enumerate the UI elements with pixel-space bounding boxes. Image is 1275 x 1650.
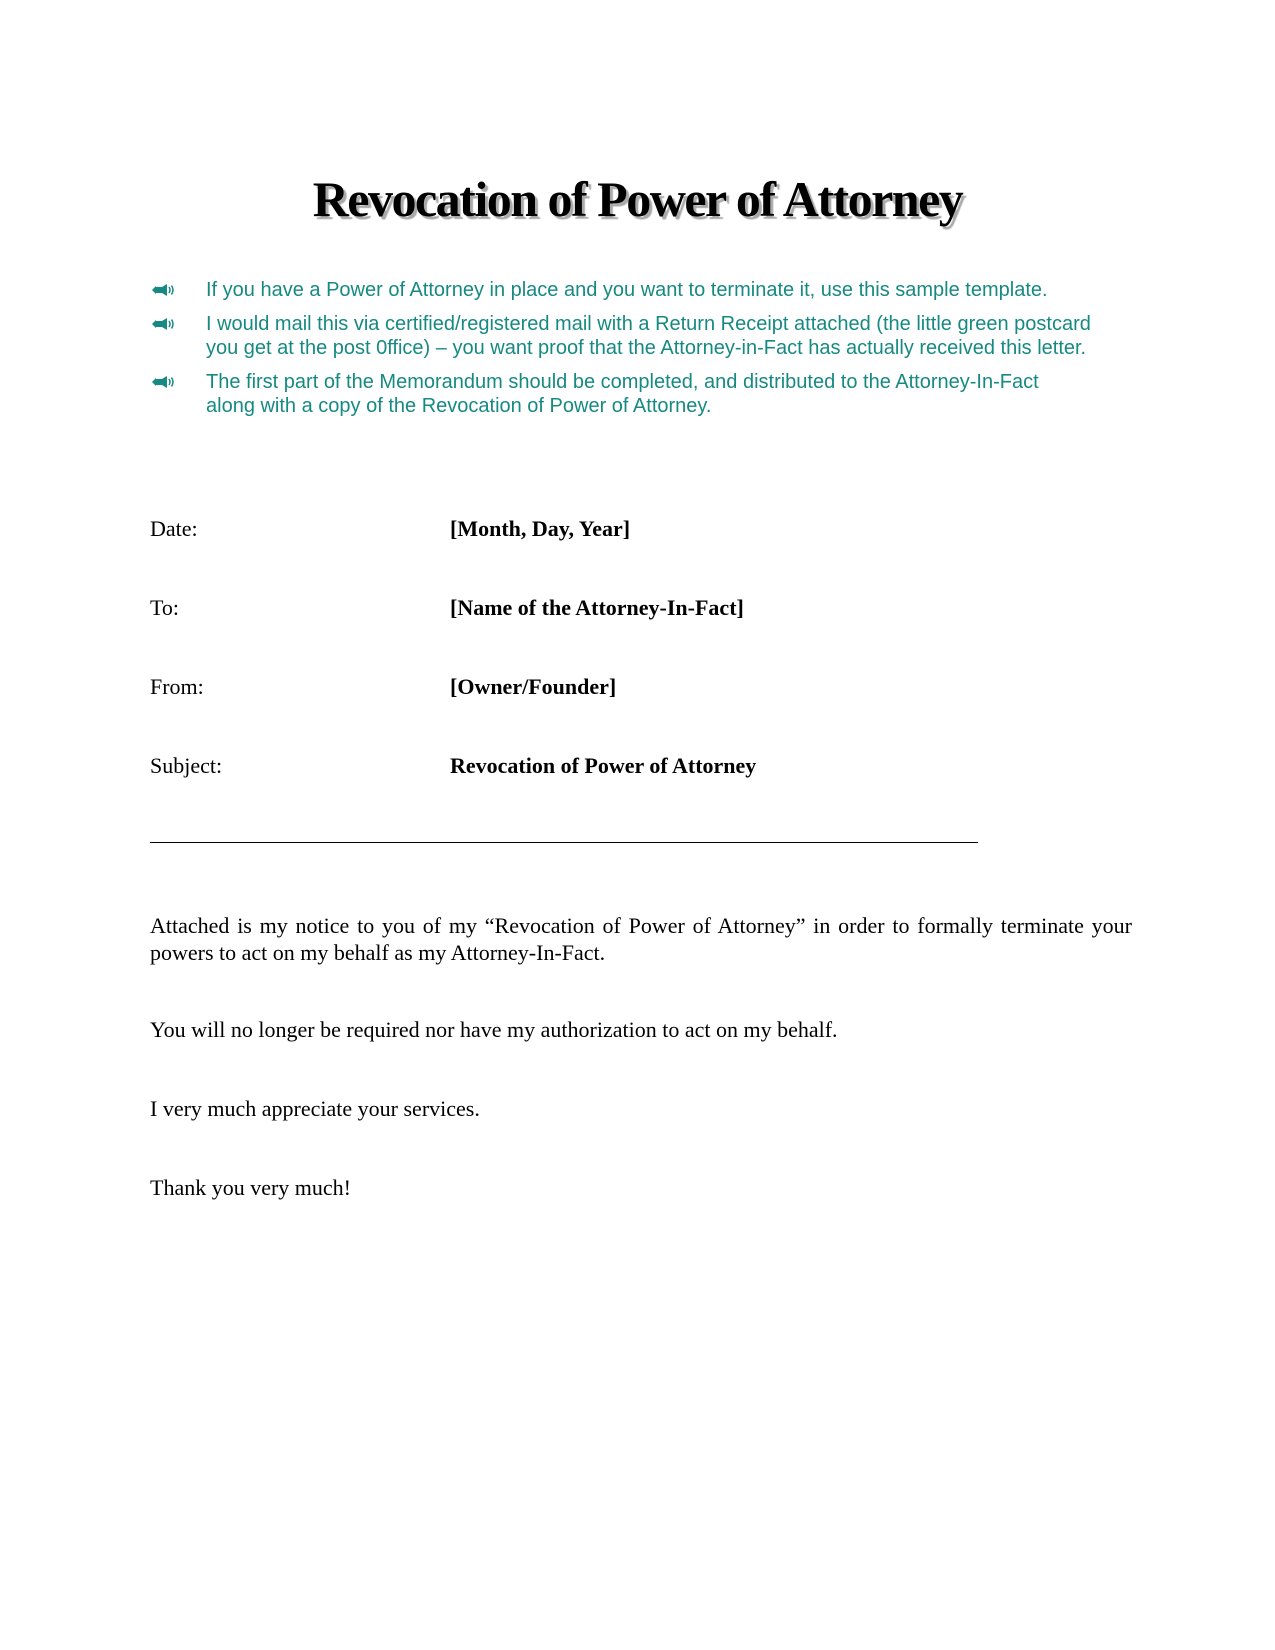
tips-list (150, 278, 1130, 428)
date-label: Date: (150, 516, 198, 541)
to-value: [Name of the Attorney-In-Fact] (450, 595, 744, 620)
memo-row-from (150, 674, 1130, 753)
memo-header (150, 516, 1130, 832)
tip-text: I would mail this via certified/registered mail with a Return Receipt attached (the little green postcard you get at the post 0ffice) – you want proof that the Attorney-in-Fact has actually received this letter. (206, 313, 1091, 359)
tip-text: The first part of the Memorandum should be completed, and distributed to the Attorney-In-Fact along with a copy of the Revocation of Power of Attorney. (206, 371, 1039, 417)
megaphone-icon (150, 370, 206, 394)
subject-value: Revocation of Power of Attorney (450, 753, 757, 778)
megaphone-icon (150, 278, 206, 302)
body-paragraph: Attached is my notice to you of my “Revocation of Power of Attorney” in order to formally terminate your powers to act on my behalf as my Attorney-In-Fact. (150, 913, 1132, 965)
memo-row-to (150, 595, 1130, 674)
divider-line (150, 842, 978, 843)
megaphone-icon (150, 312, 206, 336)
document-title: Revocation of Power of Attorney (312, 171, 963, 227)
body-paragraph: I very much appreciate your services. (150, 1096, 480, 1121)
tip-item (150, 370, 1130, 418)
date-value: [Month, Day, Year] (450, 516, 631, 541)
to-label: To: (150, 595, 180, 620)
from-value: [Owner/Founder] (450, 674, 617, 699)
letter-body (150, 912, 1132, 1253)
tip-item (150, 312, 1130, 360)
from-label: From: (150, 674, 204, 699)
tip-item (150, 278, 1130, 302)
memo-row-date (150, 516, 1130, 595)
subject-label: Subject: (150, 753, 223, 778)
body-paragraph: Thank you very much! (150, 1175, 351, 1200)
tip-text: If you have a Power of Attorney in place and you want to terminate it, use this sample template. (206, 279, 1048, 301)
body-paragraph: You will no longer be required nor have my authorization to act on my behalf. (150, 1017, 838, 1042)
memo-row-subject (150, 753, 1130, 832)
